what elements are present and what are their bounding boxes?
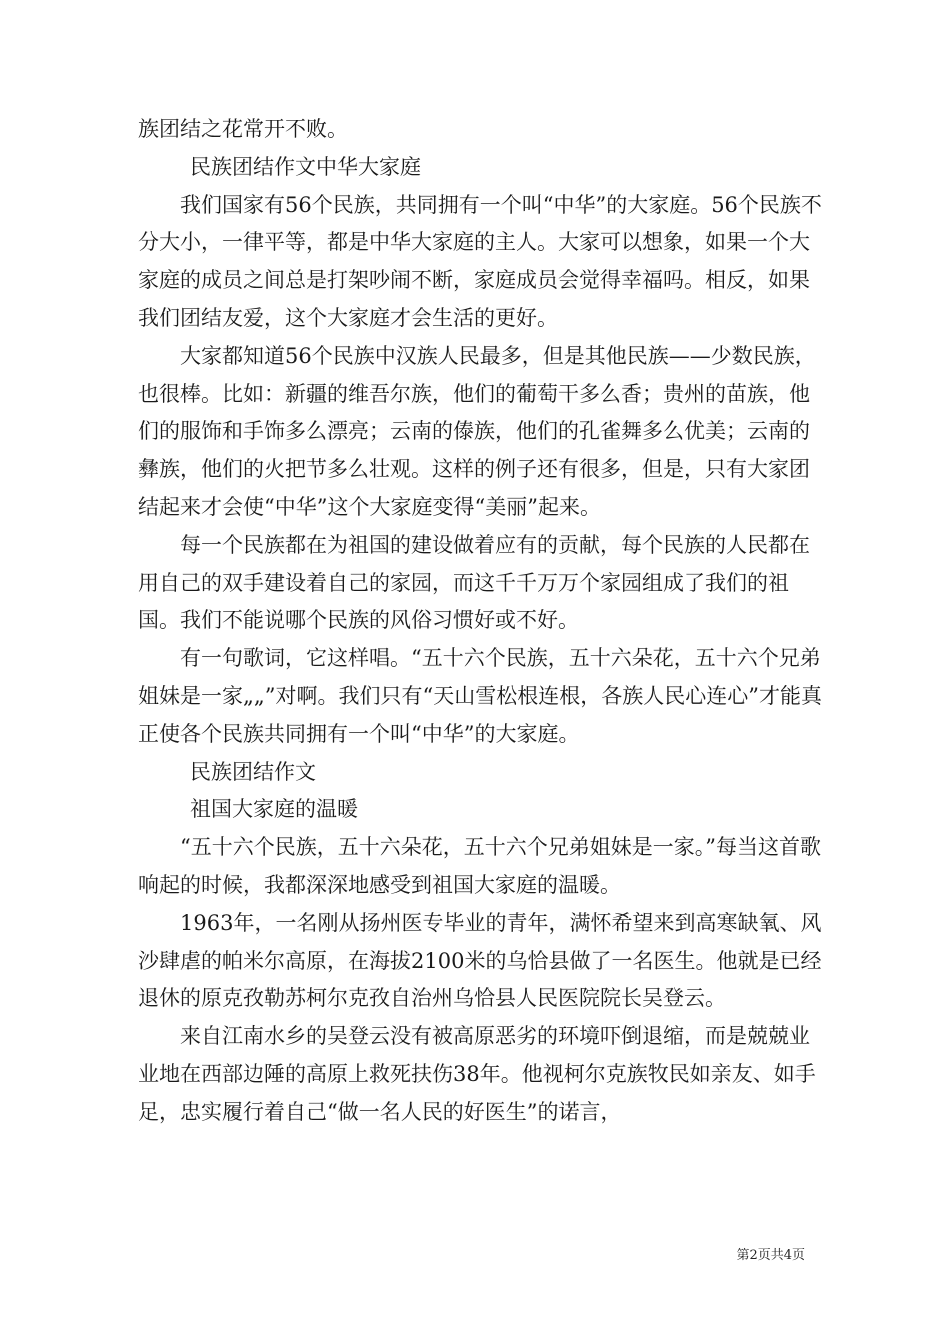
essay-subtitle: 祖国大家庭的温暖: [190, 797, 358, 822]
paragraph: 有一句歌词，它这样唱。“五十六个民族，五十六朵花，五十六个兄弟姐妹是一家„„”对啊。我们只有“天山雪松根连根，各族人民心连心”才能真正使各个民族共同拥有一个叫“中华”的大家庭。: [138, 646, 822, 746]
essay-title: 民族团结作文: [190, 759, 316, 784]
paragraph: 大家都知道56个民族中汉族人民最多，但是其他民族——少数民族，也很棒。比如：新疆的维吾尔族，他们的葡萄干多么香；贵州的苗族，他们的服饰和手饰多么漂亮；云南的傣族，他们的孔雀舞多么优美；云南的彝族，他们的火把节多么壮观。这样的例子还有很多，但是，只有大家团结起来才会使“中华”这个大家庭变得“美丽”起来。: [138, 343, 816, 519]
essay-title: 民族团结作文中华大家庭: [190, 154, 421, 179]
paragraph-continuation: 族团结之花常开不败。: [138, 117, 348, 141]
page-number: 第2页共4页: [736, 1248, 805, 1263]
paragraph: 1963年，一名刚从扬州医专毕业的青年，满怀希望来到高寒缺氧、风沙肆虐的帕米尔高原，在海拔2100米的乌恰县做了一名医生。他就是已经退休的原克孜勒苏柯尔克孜自治州乌恰县人民医院院长吴登云。: [138, 910, 822, 1011]
paragraph: 每一个民族都在为祖国的建设做着应有的贡献，每个民族的人民都在用自己的双手建设着自己的家园，而这千千万万个家园组成了我们的祖国。我们不能说哪个民族的风俗习惯好或不好。: [138, 532, 810, 633]
paragraph: 来自江南水乡的吴登云没有被高原恶劣的环境吓倒退缩，而是兢兢业业地在西部边陲的高原上救死扶伤38年。他视柯尔克族牧民如亲友、如手足，忠实履行着自己“做一名人民的好医生”的诺言，: [138, 1024, 816, 1124]
document-body: [138, 111, 824, 1132]
paragraph: 我们国家有56个民族，共同拥有一个叫“中华”的大家庭。56个民族不分大小，一律平等，都是中华大家庭的主人。大家可以想象，如果一个大家庭的成员之间总是打架吵闹不断，家庭成员会觉得幸福吗。相反，如果我们团结友爱，这个大家庭才会生活的更好。: [138, 192, 822, 330]
paragraph: “五十六个民族，五十六朵花，五十六个兄弟姐妹是一家。”每当这首歌响起的时候，我都深深地感受到祖国大家庭的温暖。: [138, 835, 821, 897]
